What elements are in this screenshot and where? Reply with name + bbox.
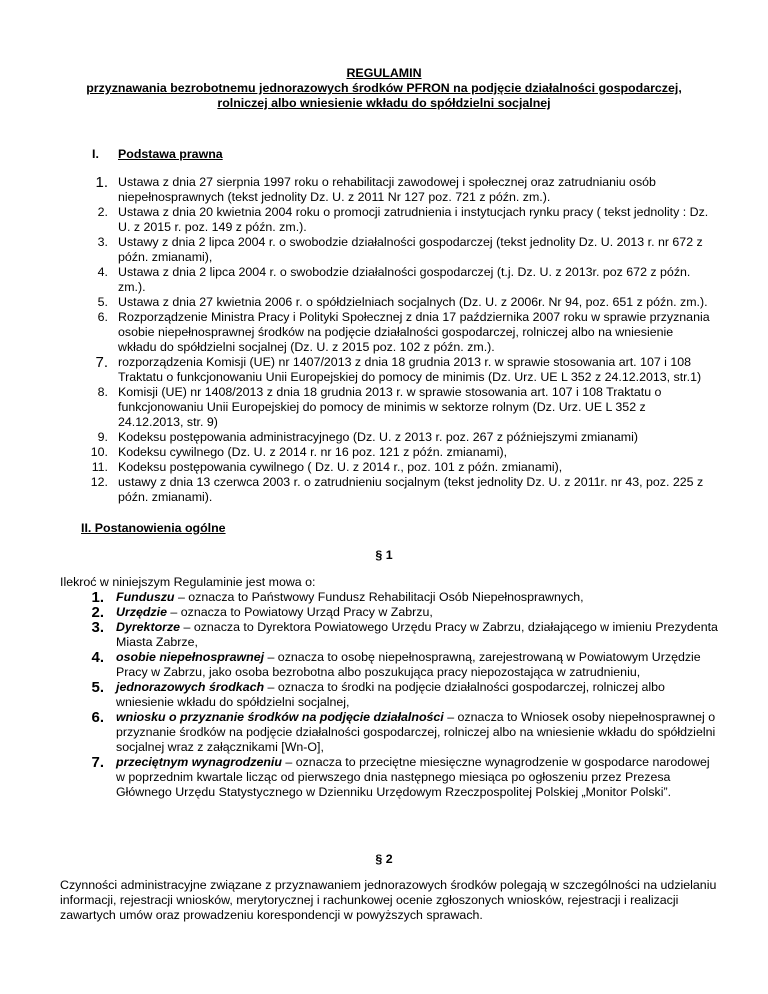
definition-term: wniosku o przyznanie środków na podjęcie działalności (116, 710, 444, 724)
legal-basis-item (92, 430, 712, 445)
definition-text: – oznacza to środki na podjęcie działalności gospodarczej, rolniczej albo wniesienie wkładu do spółdzielni socjalnej, (116, 680, 665, 709)
list-item-number: 9. (97, 430, 108, 444)
definition-text: – oznacza to osobę niepełnosprawną, zarejestrowaną w Powiatowym Urzędzie Pracy w Zabrzu, jako osoba bezrobotna albo poszukująca pracy niepozostająca w zatrudnieniu, (116, 650, 701, 679)
definition-term: jednorazowych środkach (116, 680, 265, 694)
list-item-number: 12. (90, 475, 108, 489)
legal-basis-item (92, 355, 712, 385)
definition-term: Funduszu (116, 590, 175, 604)
definition-item (82, 755, 722, 800)
legal-basis-item (92, 235, 712, 265)
definition-term: Dyrektorze (116, 620, 181, 634)
definition-item (82, 710, 722, 755)
document-title (40, 66, 728, 111)
definition-text: – oznacza to Powiatowy Urząd Pracy w Zabrzu, (166, 605, 433, 619)
list-item-number: 8. (97, 385, 108, 399)
list-item-number: 5. (97, 295, 108, 309)
legal-basis-item (92, 445, 712, 460)
definition-item (82, 605, 722, 620)
legal-basis-item (92, 460, 712, 475)
legal-basis-item (92, 475, 712, 505)
definition-term: Urzędzie (116, 605, 167, 619)
list-item-text: ustawy z dnia 13 czerwca 2003 r. o zatrudnieniu socjalnym (tekst jednolity Dz. U. z 2011r. nr 43, poz. 225 z późn. zmianami). (118, 475, 704, 504)
list-item-text: Kodeksu postępowania administracyjnego (Dz. U. z 2013 r. poz. 267 z późniejszymi zmianami) (118, 430, 638, 444)
list-item-number: 7. (91, 754, 104, 771)
list-item-number: 4. (91, 649, 104, 666)
list-item-number: 3. (97, 235, 108, 249)
definition-item (82, 620, 722, 650)
definition-term: osobie niepełnosprawnej (116, 650, 265, 664)
list-item-number: 2. (91, 604, 104, 621)
list-item-number: 6. (97, 310, 108, 324)
definition-item (82, 650, 722, 680)
list-item-number: 10. (90, 445, 108, 459)
list-item-text: Ustawa z dnia 2 lipca 2004 r. o swobodzie działalności gospodarczej (t.j. Dz. U. z 2013r. poz 672 z późn. zm.). (118, 265, 691, 294)
definition-item (82, 590, 722, 605)
legal-basis-item (92, 265, 712, 295)
list-item-text: Ustawy z dnia 2 lipca 2004 r. o swobodzie działalności gospodarczej (tekst jednolity Dz. U. 2013 r. nr 672 z późn. zmianami), (118, 235, 703, 264)
list-item-text: Ustawa z dnia 20 kwietnia 2004 roku o promocji zatrudnienia i instytucjach rynku pracy ( tekst jednolity : Dz. U. z 2015 r. poz. 149 z późn. zm.). (118, 205, 709, 234)
definition-text: – oznacza to Wniosek osoby niepełnosprawnej o przyznanie środków na podjęcie działalności gospodarczej, rolniczej albo na wniesienie wkładu do spółdzielni socjalnej wraz z załącznikami [Wn-O], (116, 710, 716, 754)
definition-text: – oznacza to Państwowy Fundusz Rehabilitacji Osób Niepełnosprawnych, (174, 590, 584, 604)
title-subtitle-line1: przyznawania bezrobotnemu jednorazowych środków PFRON na podjęcie działalności gospodarczej, (86, 81, 682, 95)
paragraph-2-sign: § 2 (375, 852, 393, 866)
definition-text: – oznacza to Dyrektora Powiatowego Urzędu Pracy w Zabrzu, działającego w imieniu Prezydenta Miasta Zabrze, (116, 620, 718, 649)
list-item-text: Rozporządzenie Ministra Pracy i Polityki Społecznej z dnia 17 października 2007 roku w sprawie przyznania osobie niepełnosprawnej środków na podjęcie działalności gospodarczej, rolniczej albo na wniesienie wkładu do spółdzielni socjalnej (Dz. U. z 2015 poz. 102 z późn. zm.). (118, 310, 710, 354)
list-item-text: Ustawa z dnia 27 sierpnia 1997 roku o rehabilitacji zawodowej i społecznej oraz zatrudnianiu osób niepełnosprawnych (tekst jednolity Dz. U. z 2011 Nr 127 poz. 721 z późn. zm.). (118, 175, 656, 204)
list-item-number: 7. (95, 354, 108, 371)
list-item-text: Kodeksu cywilnego (Dz. U. z 2014 r. nr 16 poz. 121 z późn. zmianami), (118, 445, 508, 459)
title-subtitle-line2: rolniczej albo wniesienie wkładu do spółdzielni socjalnej (217, 96, 551, 110)
definitions-list (82, 590, 722, 800)
section-1-number: I. (92, 147, 99, 161)
title-main: REGULAMIN (346, 66, 422, 80)
section-2-title: II. Postanowienia ogólne (81, 521, 226, 535)
legal-basis-list (92, 175, 712, 505)
legal-basis-item (92, 175, 712, 205)
paragraph-1-sign: § 1 (375, 548, 393, 562)
definition-text: – oznacza to przeciętne miesięczne wynagrodzenie w gospodarce narodowej w poprzednim kwartale licząc od pierwszego dnia następnego miesiąca po ogłoszeniu przez Prezesa Głównego Urzędu Statystycznego w Dzienniku Urzędowym Rzeczpospolitej Polskiej „Monitor Polski”. (116, 755, 710, 799)
legal-basis-item (92, 310, 712, 355)
list-item-text: rozporządzenia Komisji (UE) nr 1407/2013 z dnia 18 grudnia 2013 r. w sprawie stosowania art. 107 i 108 Traktatu o funkcjonowaniu Unii Europejskiej do pomocy de minimis (Dz. Urz. UE L 352 z 24.12.2013, str.1) (118, 355, 702, 384)
list-item-text: Komisji (UE) nr 1408/2013 z dnia 18 grudnia 2013 r. w sprawie stosowania art. 107 i 108 Traktatu o funkcjonowaniu Unii Europejskiej do pomocy de minimis w sektorze rolnym (Dz. Urz. UE L 352 z 24.12.2013, str. 9) (118, 385, 662, 429)
list-item-number: 1. (91, 589, 104, 606)
legal-basis-item (92, 385, 712, 430)
list-item-number: 6. (91, 709, 104, 726)
list-item-number: 2. (97, 205, 108, 219)
paragraph-2-text: Czynności administracyjne związane z przyznawaniem jednorazowych środków polegają w szczególności na udzielaniu informacji, rejestracji wniosków, merytorycznej i rachunkowej ocenie zgłoszonych wniosków, rejestracji i realizacji zawartych umów oraz prowadzeniu korespondencji w powyższych sprawach. (60, 878, 717, 922)
definition-term: przeciętnym wynagrodzeniu (116, 755, 282, 769)
definition-item (82, 680, 722, 710)
list-item-text: Ustawa z dnia 27 kwietnia 2006 r. o spółdzielniach socjalnych (Dz. U. z 2006r. Nr 94, poz. 651 z późn. zm.). (118, 295, 708, 309)
legal-basis-item (92, 205, 712, 235)
list-item-number: 3. (91, 619, 104, 636)
list-item-number: 5. (91, 679, 104, 696)
list-item-number: 11. (91, 460, 108, 474)
list-item-number: 4. (97, 265, 108, 279)
definitions-intro: Ilekroć w niniejszym Regulaminie jest mowa o: (60, 575, 316, 589)
section-1-title: Podstawa prawna (118, 147, 223, 161)
list-item-text: Kodeksu postępowania cywilnego ( Dz. U. z 2014 r., poz. 101 z późn. zmianami), (118, 460, 563, 474)
legal-basis-item (92, 295, 712, 310)
list-item-number: 1. (95, 174, 108, 191)
